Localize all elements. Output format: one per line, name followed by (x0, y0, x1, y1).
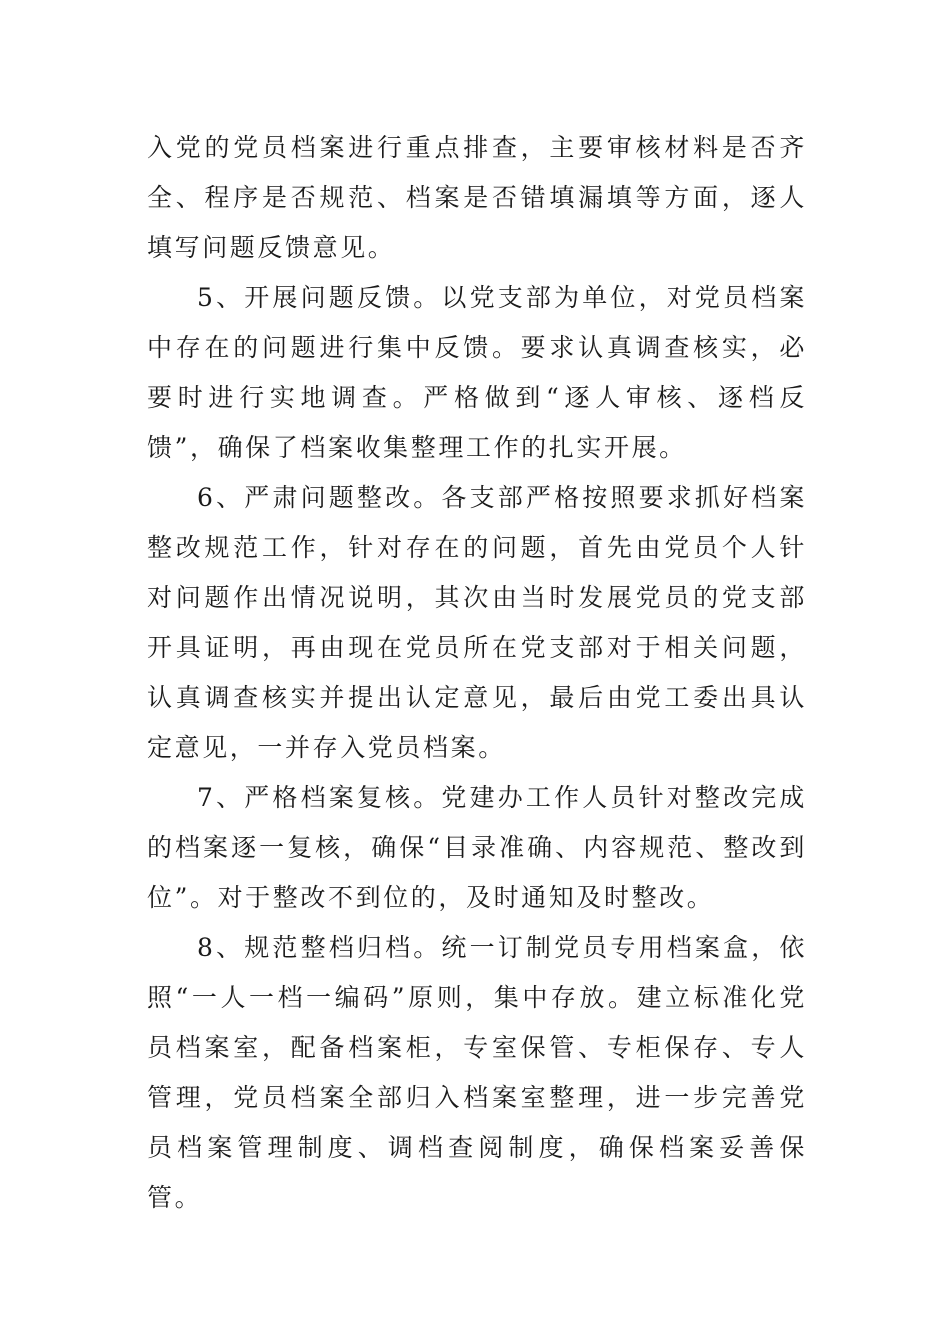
document-body (147, 123, 807, 1223)
paragraph-6-problem-rectification: 6、严肃问题整改。各支部严格按照要求抓好档案整改规范工作，针对存在的问题，首先由党员个人针对问题作出情况说明，其次由当时发展党员的党支部开具证明，再由现在党员所在党支部对于相关问题，认真调查核实并提出认定意见，最后由党工委出具认定意见，一并存入党员档案。 (147, 483, 807, 762)
paragraph-7-archive-review: 7、严格档案复核。党建办工作人员针对整改完成的档案逐一复核，确保“目录准确、内容规范、整改到位”。对于整改不到位的，及时通知及时整改。 (147, 783, 807, 912)
paragraph-8-archive-filing: 8、规范整档归档。统一订制党员专用档案盒，依照“一人一档一编码”原则，集中存放。建立标准化党员档案室，配备档案柜，专室保管、专柜保存、专人管理，党员档案全部归入档案室整理，进一步完善党员档案管理制度、调档查阅制度，确保档案妥善保管。 (147, 933, 807, 1212)
paragraph-continuation: 入党的党员档案进行重点排查，主要审核材料是否齐全、程序是否规范、档案是否错填漏填等方面，逐人填写问题反馈意见。 (147, 133, 807, 262)
paragraph-5-problem-feedback: 5、开展问题反馈。以党支部为单位，对党员档案中存在的问题进行集中反馈。要求认真调查核实，必要时进行实地调查。严格做到“逐人审核、逐档反馈”，确保了档案收集整理工作的扎实开展。 (147, 283, 807, 462)
